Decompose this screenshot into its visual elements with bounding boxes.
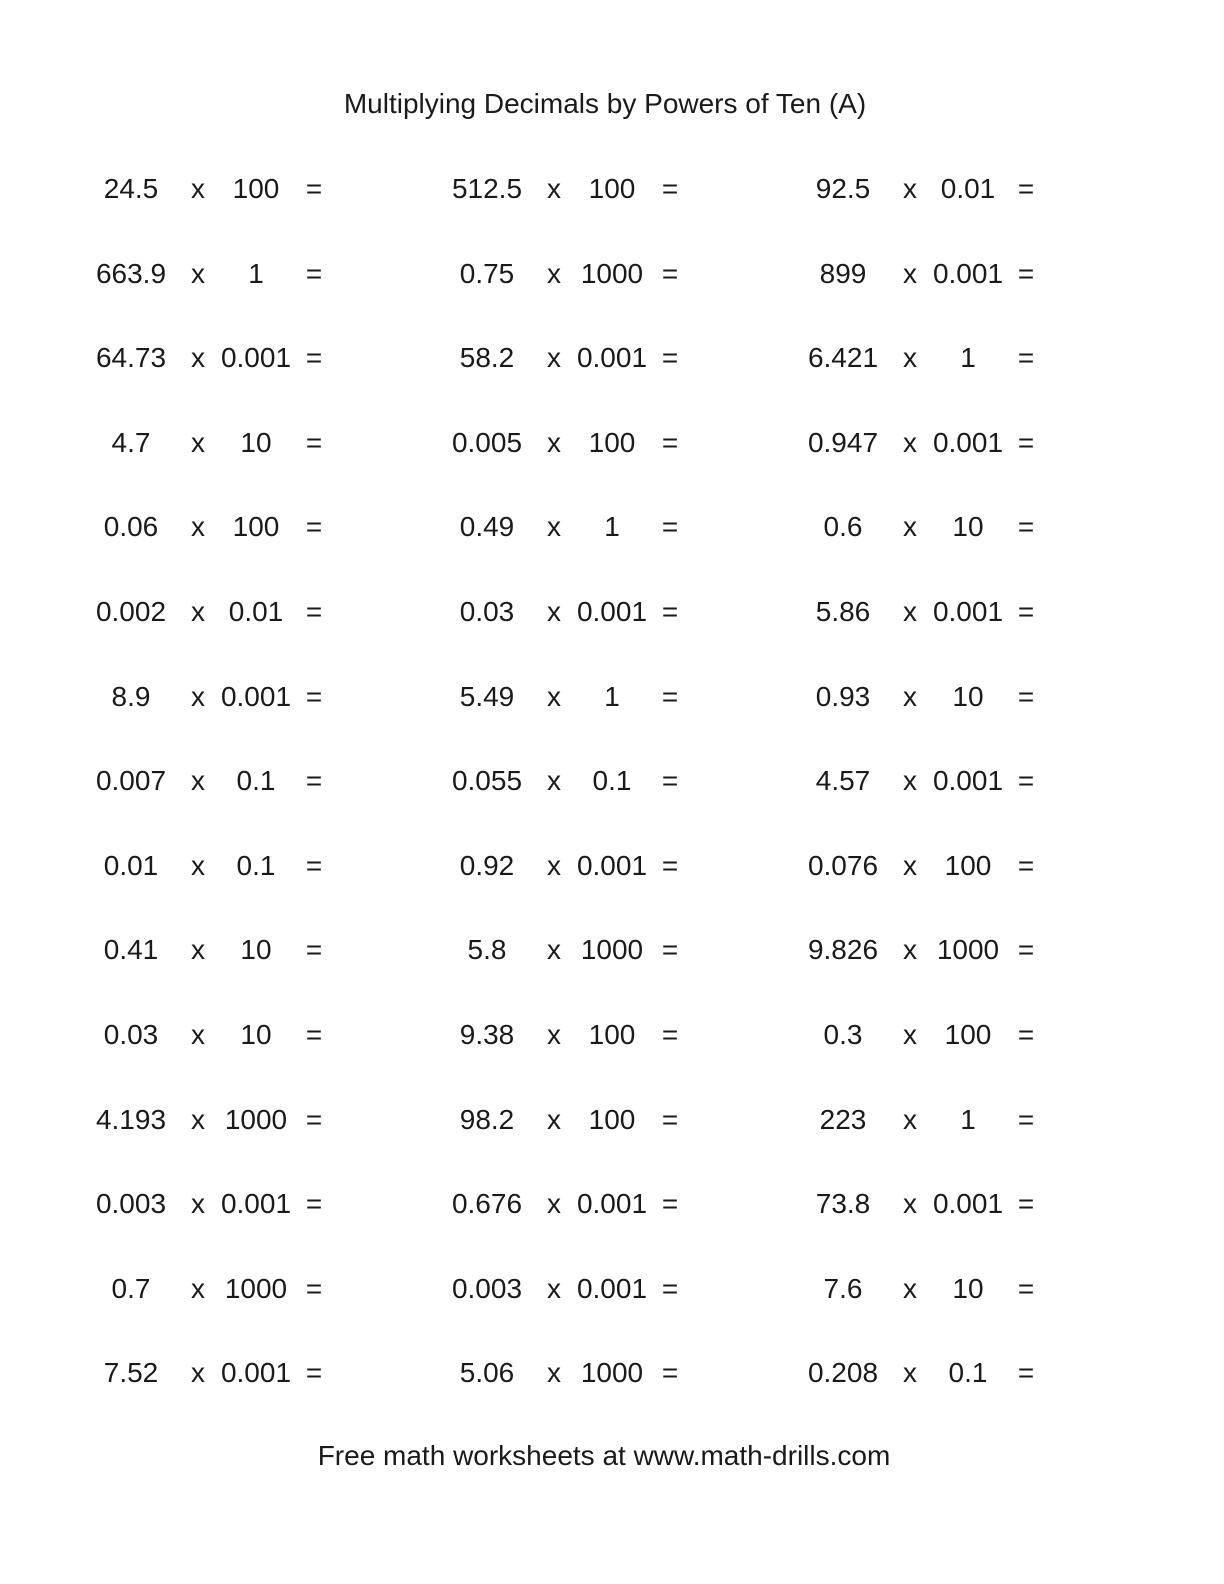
multiply-sign: x: [547, 1272, 561, 1304]
operand-decimal: 0.002: [95, 596, 167, 627]
operand-power-of-ten: 100: [588, 173, 636, 204]
problem: [432, 763, 692, 799]
multiply-sign: x: [903, 1103, 917, 1135]
equals-sign: =: [1017, 680, 1035, 712]
operand-decimal: 0.03: [103, 1019, 159, 1050]
multiply-sign: x: [547, 173, 561, 204]
multiply-sign: x: [547, 765, 561, 797]
problem: [788, 594, 1048, 630]
problem: [788, 425, 1048, 461]
operand-decimal: 0.076: [807, 849, 879, 881]
operand-decimal: 899: [819, 257, 867, 289]
multiply-sign: x: [191, 426, 205, 458]
multiply-sign: x: [191, 596, 205, 627]
problem: [76, 1017, 336, 1053]
operand-power-of-ten: 10: [952, 511, 984, 543]
problem: [432, 848, 692, 884]
multiply-sign: x: [191, 511, 205, 543]
operand-decimal: 92.5: [815, 173, 871, 204]
operand-power-of-ten: 10: [240, 1019, 272, 1050]
equals-sign: =: [661, 934, 679, 966]
operand-power-of-ten: 100: [232, 173, 280, 204]
operand-decimal: 0.947: [807, 426, 879, 458]
operand-power-of-ten: 1000: [580, 934, 644, 966]
multiply-sign: x: [547, 596, 561, 627]
operand-power-of-ten: 0.001: [576, 1272, 648, 1304]
equals-sign: =: [305, 680, 323, 712]
problem: [788, 1271, 1048, 1307]
operand-decimal: 0.75: [459, 257, 515, 289]
equals-sign: =: [661, 849, 679, 881]
operand-decimal: 5.8: [467, 934, 507, 966]
operand-power-of-ten: 1000: [580, 1357, 644, 1389]
problem: [432, 1355, 692, 1391]
operand-power-of-ten: 0.001: [220, 1357, 292, 1389]
equals-sign: =: [305, 1357, 323, 1389]
operand-power-of-ten: 10: [240, 934, 272, 966]
operand-decimal: 64.73: [95, 342, 167, 374]
multiply-sign: x: [191, 849, 205, 881]
operand-decimal: 0.208: [807, 1357, 879, 1389]
operand-power-of-ten: 1: [604, 511, 620, 543]
problem: [76, 425, 336, 461]
multiply-sign: x: [547, 1357, 561, 1389]
multiply-sign: x: [903, 596, 917, 627]
multiply-sign: x: [191, 1019, 205, 1050]
multiply-sign: x: [547, 511, 561, 543]
operand-power-of-ten: 0.001: [220, 342, 292, 374]
multiply-sign: x: [903, 426, 917, 458]
operand-decimal: 223: [819, 1103, 867, 1135]
operand-decimal: 0.93: [815, 680, 871, 712]
equals-sign: =: [1017, 934, 1035, 966]
equals-sign: =: [305, 511, 323, 543]
equals-sign: =: [661, 426, 679, 458]
problem: [788, 171, 1048, 207]
multiply-sign: x: [903, 173, 917, 204]
problem: [76, 679, 336, 715]
worksheet-title: Multiplying Decimals by Powers of Ten (A): [343, 88, 867, 119]
operand-decimal: 73.8: [815, 1188, 871, 1220]
problem: [76, 171, 336, 207]
operand-decimal: 6.421: [807, 342, 879, 374]
multiply-sign: x: [903, 1188, 917, 1220]
problem: [432, 1102, 692, 1138]
operand-decimal: 4.193: [95, 1103, 167, 1135]
operand-decimal: 0.01: [103, 849, 159, 881]
operand-decimal: 4.7: [111, 426, 151, 458]
problem: [76, 256, 336, 292]
operand-decimal: 58.2: [459, 342, 515, 374]
problem: [788, 256, 1048, 292]
problem: [432, 594, 692, 630]
multiply-sign: x: [547, 342, 561, 374]
problem: [788, 848, 1048, 884]
operand-power-of-ten: 1: [604, 680, 620, 712]
problem: [788, 509, 1048, 545]
multiply-sign: x: [547, 257, 561, 289]
multiply-sign: x: [547, 1103, 561, 1135]
operand-decimal: 0.03: [459, 596, 515, 627]
equals-sign: =: [1017, 596, 1035, 627]
operand-power-of-ten: 0.01: [228, 596, 284, 627]
operand-power-of-ten: 0.001: [932, 765, 1004, 797]
problem: [432, 509, 692, 545]
multiply-sign: x: [547, 1019, 561, 1050]
operand-power-of-ten: 1000: [580, 257, 644, 289]
equals-sign: =: [305, 596, 323, 627]
multiply-sign: x: [191, 1357, 205, 1389]
equals-sign: =: [1017, 426, 1035, 458]
problem: [432, 340, 692, 376]
operand-power-of-ten: 100: [588, 1019, 636, 1050]
operand-decimal: 0.003: [451, 1272, 523, 1304]
multiply-sign: x: [547, 426, 561, 458]
multiply-sign: x: [547, 849, 561, 881]
multiply-sign: x: [191, 934, 205, 966]
operand-power-of-ten: 1000: [224, 1272, 288, 1304]
problem: [788, 1102, 1048, 1138]
equals-sign: =: [1017, 765, 1035, 797]
multiply-sign: x: [903, 1357, 917, 1389]
operand-power-of-ten: 10: [240, 426, 272, 458]
problem: [788, 1017, 1048, 1053]
equals-sign: =: [305, 426, 323, 458]
equals-sign: =: [1017, 1019, 1035, 1050]
operand-power-of-ten: 10: [952, 1272, 984, 1304]
problem: [76, 848, 336, 884]
equals-sign: =: [661, 1019, 679, 1050]
equals-sign: =: [661, 1357, 679, 1389]
problem: [432, 256, 692, 292]
multiply-sign: x: [903, 511, 917, 543]
multiply-sign: x: [191, 680, 205, 712]
operand-power-of-ten: 0.001: [576, 1188, 648, 1220]
problem: [788, 932, 1048, 968]
operand-decimal: 24.5: [103, 173, 159, 204]
equals-sign: =: [1017, 342, 1035, 374]
equals-sign: =: [305, 1103, 323, 1135]
equals-sign: =: [661, 765, 679, 797]
equals-sign: =: [661, 1188, 679, 1220]
equals-sign: =: [1017, 1272, 1035, 1304]
multiply-sign: x: [191, 765, 205, 797]
equals-sign: =: [305, 934, 323, 966]
operand-decimal: 512.5: [451, 173, 523, 204]
problem: [432, 1271, 692, 1307]
operand-power-of-ten: 1: [960, 342, 976, 374]
operand-power-of-ten: 1: [960, 1103, 976, 1135]
multiply-sign: x: [903, 1272, 917, 1304]
operand-decimal: 0.7: [111, 1272, 151, 1304]
operand-decimal: 98.2: [459, 1103, 515, 1135]
problem: [788, 1186, 1048, 1222]
problem: [432, 932, 692, 968]
multiply-sign: x: [903, 1019, 917, 1050]
operand-decimal: 0.49: [459, 511, 515, 543]
operand-decimal: 9.38: [459, 1019, 515, 1050]
problem: [788, 340, 1048, 376]
problem: [432, 1017, 692, 1053]
operand-power-of-ten: 0.001: [576, 596, 648, 627]
equals-sign: =: [661, 257, 679, 289]
operand-power-of-ten: 1: [248, 257, 264, 289]
multiply-sign: x: [191, 1272, 205, 1304]
multiply-sign: x: [191, 257, 205, 289]
problem: [432, 171, 692, 207]
operand-decimal: 7.52: [103, 1357, 159, 1389]
multiply-sign: x: [191, 342, 205, 374]
operand-decimal: 0.007: [95, 765, 167, 797]
multiply-sign: x: [547, 1188, 561, 1220]
operand-power-of-ten: 0.001: [932, 426, 1004, 458]
operand-power-of-ten: 100: [944, 849, 992, 881]
operand-decimal: 8.9: [111, 680, 151, 712]
problem: [76, 932, 336, 968]
operand-decimal: 0.6: [823, 511, 863, 543]
equals-sign: =: [1017, 511, 1035, 543]
equals-sign: =: [661, 680, 679, 712]
operand-decimal: 0.92: [459, 849, 515, 881]
operand-decimal: 0.676: [451, 1188, 523, 1220]
operand-decimal: 0.3: [823, 1019, 863, 1050]
footer-text: Free math worksheets at www.math-drills.com: [317, 1440, 891, 1471]
operand-power-of-ten: 0.001: [932, 596, 1004, 627]
operand-decimal: 0.005: [451, 426, 523, 458]
operand-power-of-ten: 0.001: [576, 342, 648, 374]
multiply-sign: x: [903, 934, 917, 966]
operand-power-of-ten: 0.1: [236, 765, 276, 797]
equals-sign: =: [1017, 1103, 1035, 1135]
equals-sign: =: [661, 342, 679, 374]
operand-power-of-ten: 0.001: [932, 1188, 1004, 1220]
multiply-sign: x: [903, 680, 917, 712]
equals-sign: =: [305, 1188, 323, 1220]
multiply-sign: x: [547, 680, 561, 712]
problem: [432, 679, 692, 715]
operand-power-of-ten: 0.1: [236, 849, 276, 881]
operand-power-of-ten: 0.001: [576, 849, 648, 881]
operand-power-of-ten: 0.001: [932, 257, 1004, 289]
equals-sign: =: [305, 1019, 323, 1050]
equals-sign: =: [1017, 257, 1035, 289]
problem: [788, 763, 1048, 799]
multiply-sign: x: [191, 1103, 205, 1135]
operand-power-of-ten: 1000: [936, 934, 1000, 966]
equals-sign: =: [305, 342, 323, 374]
operand-power-of-ten: 10: [952, 680, 984, 712]
multiply-sign: x: [191, 173, 205, 204]
equals-sign: =: [661, 1103, 679, 1135]
operand-decimal: 4.57: [815, 765, 871, 797]
operand-power-of-ten: 0.001: [220, 1188, 292, 1220]
problem: [788, 679, 1048, 715]
operand-power-of-ten: 100: [944, 1019, 992, 1050]
operand-decimal: 0.41: [103, 934, 159, 966]
problem: [76, 1355, 336, 1391]
problem: [432, 425, 692, 461]
operand-decimal: 0.06: [103, 511, 159, 543]
operand-power-of-ten: 100: [588, 1103, 636, 1135]
equals-sign: =: [305, 257, 323, 289]
problem: [788, 1355, 1048, 1391]
operand-power-of-ten: 100: [232, 511, 280, 543]
equals-sign: =: [661, 596, 679, 627]
problem: [76, 340, 336, 376]
equals-sign: =: [661, 1272, 679, 1304]
operand-power-of-ten: 100: [588, 426, 636, 458]
operand-power-of-ten: 0.01: [940, 173, 996, 204]
equals-sign: =: [1017, 173, 1035, 204]
equals-sign: =: [661, 173, 679, 204]
operand-decimal: 5.86: [815, 596, 871, 627]
multiply-sign: x: [903, 765, 917, 797]
equals-sign: =: [305, 765, 323, 797]
equals-sign: =: [661, 511, 679, 543]
multiply-sign: x: [903, 849, 917, 881]
equals-sign: =: [1017, 1188, 1035, 1220]
operand-decimal: 5.06: [459, 1357, 515, 1389]
problem: [76, 1102, 336, 1138]
problem: [432, 1186, 692, 1222]
operand-decimal: 0.003: [95, 1188, 167, 1220]
equals-sign: =: [305, 173, 323, 204]
operand-decimal: 9.826: [807, 934, 879, 966]
problem: [76, 1186, 336, 1222]
operand-decimal: 7.6: [823, 1272, 863, 1304]
equals-sign: =: [1017, 1357, 1035, 1389]
operand-decimal: 0.055: [451, 765, 523, 797]
operand-power-of-ten: 0.1: [592, 765, 632, 797]
operand-power-of-ten: 1000: [224, 1103, 288, 1135]
operand-decimal: 663.9: [95, 257, 167, 289]
operand-decimal: 5.49: [459, 680, 515, 712]
multiply-sign: x: [903, 257, 917, 289]
problem: [76, 594, 336, 630]
problem: [76, 509, 336, 545]
operand-power-of-ten: 0.001: [220, 680, 292, 712]
problem: [76, 763, 336, 799]
multiply-sign: x: [191, 1188, 205, 1220]
equals-sign: =: [305, 849, 323, 881]
multiply-sign: x: [903, 342, 917, 374]
equals-sign: =: [1017, 849, 1035, 881]
equals-sign: =: [305, 1272, 323, 1304]
operand-power-of-ten: 0.1: [948, 1357, 988, 1389]
problem: [76, 1271, 336, 1307]
multiply-sign: x: [547, 934, 561, 966]
